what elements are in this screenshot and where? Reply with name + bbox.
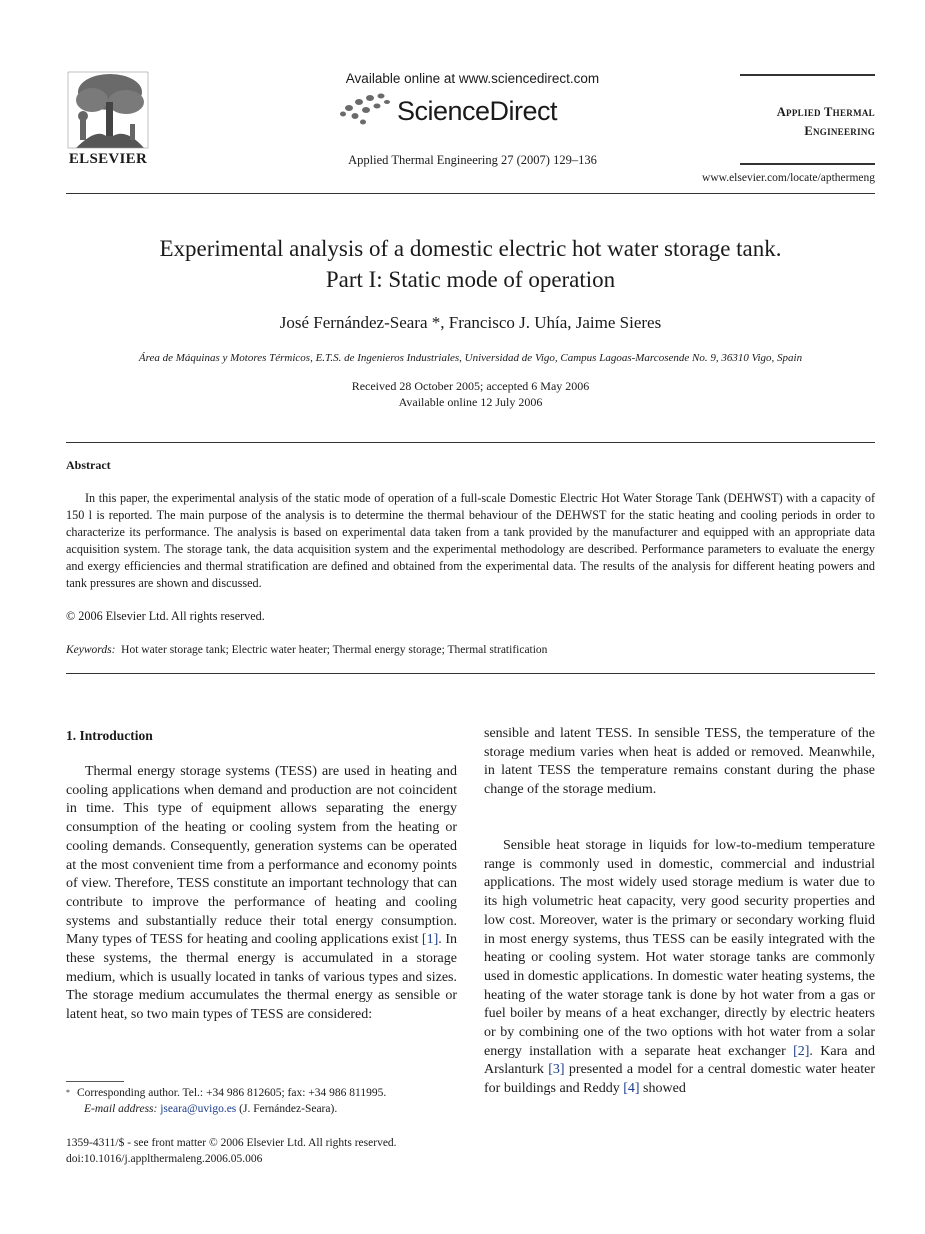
journal-name-line2: Engineering — [804, 124, 875, 138]
intro-text-b: . In these systems, the thermal energy is accumulated in a storage medium, which is usually located in tanks of various types and sizes. The storage medium accumulates the thermal energy as sensible or latent heat, so two main types of TESS are considered: — [66, 932, 457, 1023]
corresponding-author-text: Corresponding author. Tel.: +34 986 812605; fax: +34 986 811995. — [77, 1087, 387, 1099]
journal-rule-bottom — [740, 163, 875, 165]
issn-line: 1359-4311/$ - see front matter © 2006 Elsevier Ltd. All rights reserved. — [66, 1137, 397, 1149]
abstract-text: In this paper, the experimental analysis of the static mode of operation of a full-scale Domestic Electric Hot Water Storage Tank (DEHWST) with a capacity of 150 l is reported. The main purpose of the analysis is to determine the thermal behaviour of the DEHWST for the static heating and cooling periods in order to characterize its performance. The analysis is based on experimental data taken from a tank provided by the manufacturer and equipped with an appropriate data acquisition system. The storage tank, the data acquisition system and the experimental methodology are described. Performance parameters to evaluate the energy and exergy efficiencies and thermal stratification are defined and obtained from the experimental data. The results of the analysis for different heating powers and tank pressures are shown and discussed. — [66, 491, 875, 590]
affiliation: Área de Máquinas y Motores Térmicos, E.T.S. de Ingenieros Industriales, Universidad de Vigo, Campus Lagoas-Marcosende No. 9, 36310 Vigo, Spain — [138, 352, 803, 364]
citation-link-2[interactable]: [2] — [793, 1043, 810, 1059]
intro2-text-d: showed — [639, 1081, 686, 1097]
footnote-rule — [66, 1081, 124, 1082]
citation-link-3[interactable]: [3] — [548, 1062, 565, 1078]
email-label: E-mail address: — [84, 1103, 158, 1115]
email-suffix: (J. Fernández-Seara). — [236, 1103, 338, 1115]
footnote — [66, 1085, 461, 1117]
doi-line[interactable]: doi:10.1016/j.applthermaleng.2006.05.006 — [66, 1153, 263, 1165]
authors: José Fernández-Seara *, Francisco J. Uhía, Jaime Sieres — [279, 313, 662, 332]
article-title — [66, 233, 875, 295]
abstract-heading: Abstract — [66, 458, 111, 472]
available-date: Available online 12 July 2006 — [398, 395, 543, 409]
keywords — [66, 644, 547, 656]
publisher-name: ELSEVIER — [68, 151, 148, 167]
sciencedirect-logo-text: ScienceDirect — [397, 96, 558, 126]
sciencedirect-dots-icon — [337, 88, 397, 130]
journal-name — [740, 103, 875, 141]
intro-paragraph-1 — [66, 763, 457, 1025]
citation-link-4[interactable]: [4] — [623, 1081, 640, 1097]
journal-name-line1: Applied Thermal — [776, 105, 875, 119]
keywords-list: Hot water storage tank; Electric water heater; Thermal energy storage; Thermal stratification — [121, 644, 548, 656]
intro2-text-c: presented a model for a central domestic water heater for buildings and Reddy — [484, 1062, 875, 1097]
journal-url[interactable]: www.elsevier.com/locate/apthermeng — [702, 172, 875, 184]
front-matter-info — [66, 1135, 397, 1167]
email-link[interactable]: jseara@uvigo.es — [160, 1103, 237, 1115]
section-heading: 1. Introduction — [66, 728, 153, 743]
intro-text-a: Thermal energy storage systems (TESS) are used in heating and cooling applications when demand and production are not coincident in time. This type of equipment allows separating the energy consumption of the heating or cooling system from the heating or cooling demands. Consequently, generation systems can be operated at the most convenient time from a performance and economy points of view. Therefore, TESS constitute an important technology that can contribute to improve the performance of heating and cooling systems and substantially reduce their total energy consumption. Many types of TESS for heating and cooling applications exist — [66, 764, 457, 948]
intro-paragraph-2 — [484, 837, 875, 1099]
available-online-banner: Available online at www.sciencedirect.com — [345, 71, 600, 86]
keywords-label: Keywords: — [66, 644, 116, 656]
email-note — [66, 1101, 461, 1117]
header-divider — [66, 193, 875, 194]
citation-link-1[interactable]: [1] — [421, 932, 439, 948]
intro2-text-a: Sensible heat storage in liquids for low-to-medium temperature range is commonly used in domestic, commercial and industrial applications. The most widely used storage medium is water due to its high volumetric heat capacity, very good security properties and low cost. Moreover, water is the primary or secondary working fluid in most energy systems, thus TESS can be easily integrated with the heating or cooling system. Hot water storage tanks are commonly used in domestic applications. In domestic water heating systems, the heating of the water storage tank is done by hot water from a gas or fuel boiler by means of a heat exchanger, directly by electric heaters or by combining one of the two options with hot water from a solar energy installation with a separate heat exchanger — [484, 838, 875, 1059]
received-date: Received 28 October 2005; accepted 6 May 2006 — [351, 379, 590, 393]
intro-paragraph-continued: sensible and latent TESS. In sensible TESS, the temperature of the storage medium varies when heat is added or removed. Meanwhile, in latent TESS the temperature remains constant during the phase change of the storage medium. — [484, 726, 875, 798]
intro2-text-b: . Kara and Arslanturk — [484, 1043, 875, 1078]
title-line-1: Experimental analysis of a domestic electric hot water storage tank. — [159, 236, 782, 261]
journal-reference: Applied Thermal Engineering 27 (2007) 129–136 — [348, 153, 597, 167]
footnote-star: * — [66, 1088, 70, 1097]
title-line-2: Part I: Static mode of operation — [325, 267, 616, 292]
corresponding-author-note — [66, 1085, 461, 1101]
abstract-top-divider — [66, 442, 875, 443]
abstract-bottom-divider — [66, 673, 875, 674]
abstract-copyright: © 2006 Elsevier Ltd. All rights reserved. — [66, 609, 265, 623]
journal-rule-top — [740, 74, 875, 76]
article-dates — [66, 378, 875, 410]
